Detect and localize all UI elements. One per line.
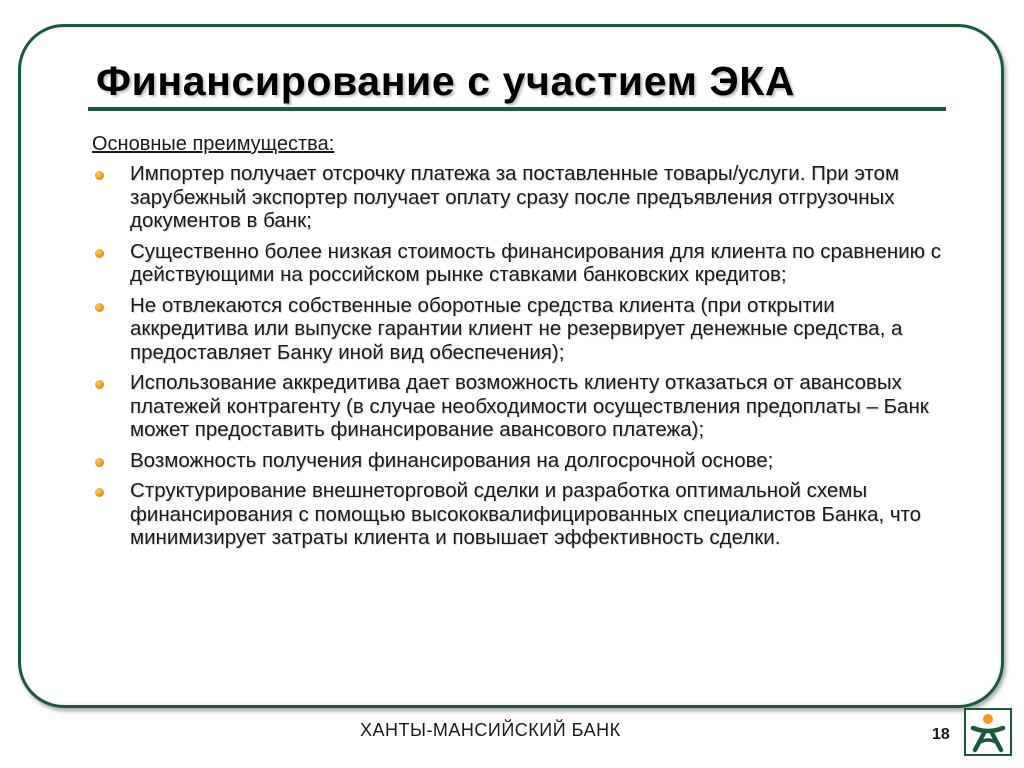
title-divider xyxy=(88,107,946,111)
bullet-dot-icon xyxy=(95,249,104,258)
list-item-text: Не отвлекаются собственные оборотные средства клиента (при открытии аккредитива или выпуске гарантии клиент не резервирует денежные средства, а предоставляет Банку иной вид обеспечения); xyxy=(130,293,903,364)
bullet-dot-icon xyxy=(95,171,104,180)
slide-title: Финансирование с участием ЭКА xyxy=(96,58,796,104)
section-subtitle: Основные преимущества: xyxy=(92,133,335,155)
list-item-text: Существенно более низкая стоимость финансирования для клиента по сравнению с действующими на российском рынке ставками банковских кредитов; xyxy=(130,239,942,286)
list-item xyxy=(92,371,944,442)
list-item xyxy=(92,449,944,473)
advantages-list xyxy=(92,162,944,550)
list-item-text: Импортер получает отсрочку платежа за поставленные товары/услуги. При этом зарубежный экспортер получает оплату сразу после предъявления отгрузочных документов в банк; xyxy=(130,162,900,232)
bullet-dot-icon xyxy=(95,458,104,467)
list-item-text: Использование аккредитива дает возможность клиенту отказаться от авансовых платежей контрагенту (в случае необходимости осуществления предоплаты – Банк может предоставить финансирование авансового платежа); xyxy=(130,371,929,441)
slide-content xyxy=(92,130,944,557)
list-item xyxy=(92,240,944,287)
list-item-text: Возможность получения финансирования на долгосрочной основе; xyxy=(130,448,774,472)
page-number: 18 xyxy=(932,726,950,743)
bullet-dot-icon xyxy=(95,303,104,312)
bullet-dot-icon xyxy=(95,380,104,389)
list-item xyxy=(92,162,944,233)
bank-logo-icon xyxy=(964,708,1012,756)
list-item xyxy=(92,294,944,365)
footer-bank-name: ХАНТЫ-МАНСИЙСКИЙ БАНК xyxy=(360,720,621,740)
list-item xyxy=(92,479,944,550)
list-item-text: Структурирование внешнеторговой сделки и разработка оптимальной схемы финансирования с помощью высококвалифицированных специалистов Банка, что минимизирует затраты клиента и повышает эффективность сделки. xyxy=(130,479,922,549)
bullet-dot-icon xyxy=(95,488,104,497)
